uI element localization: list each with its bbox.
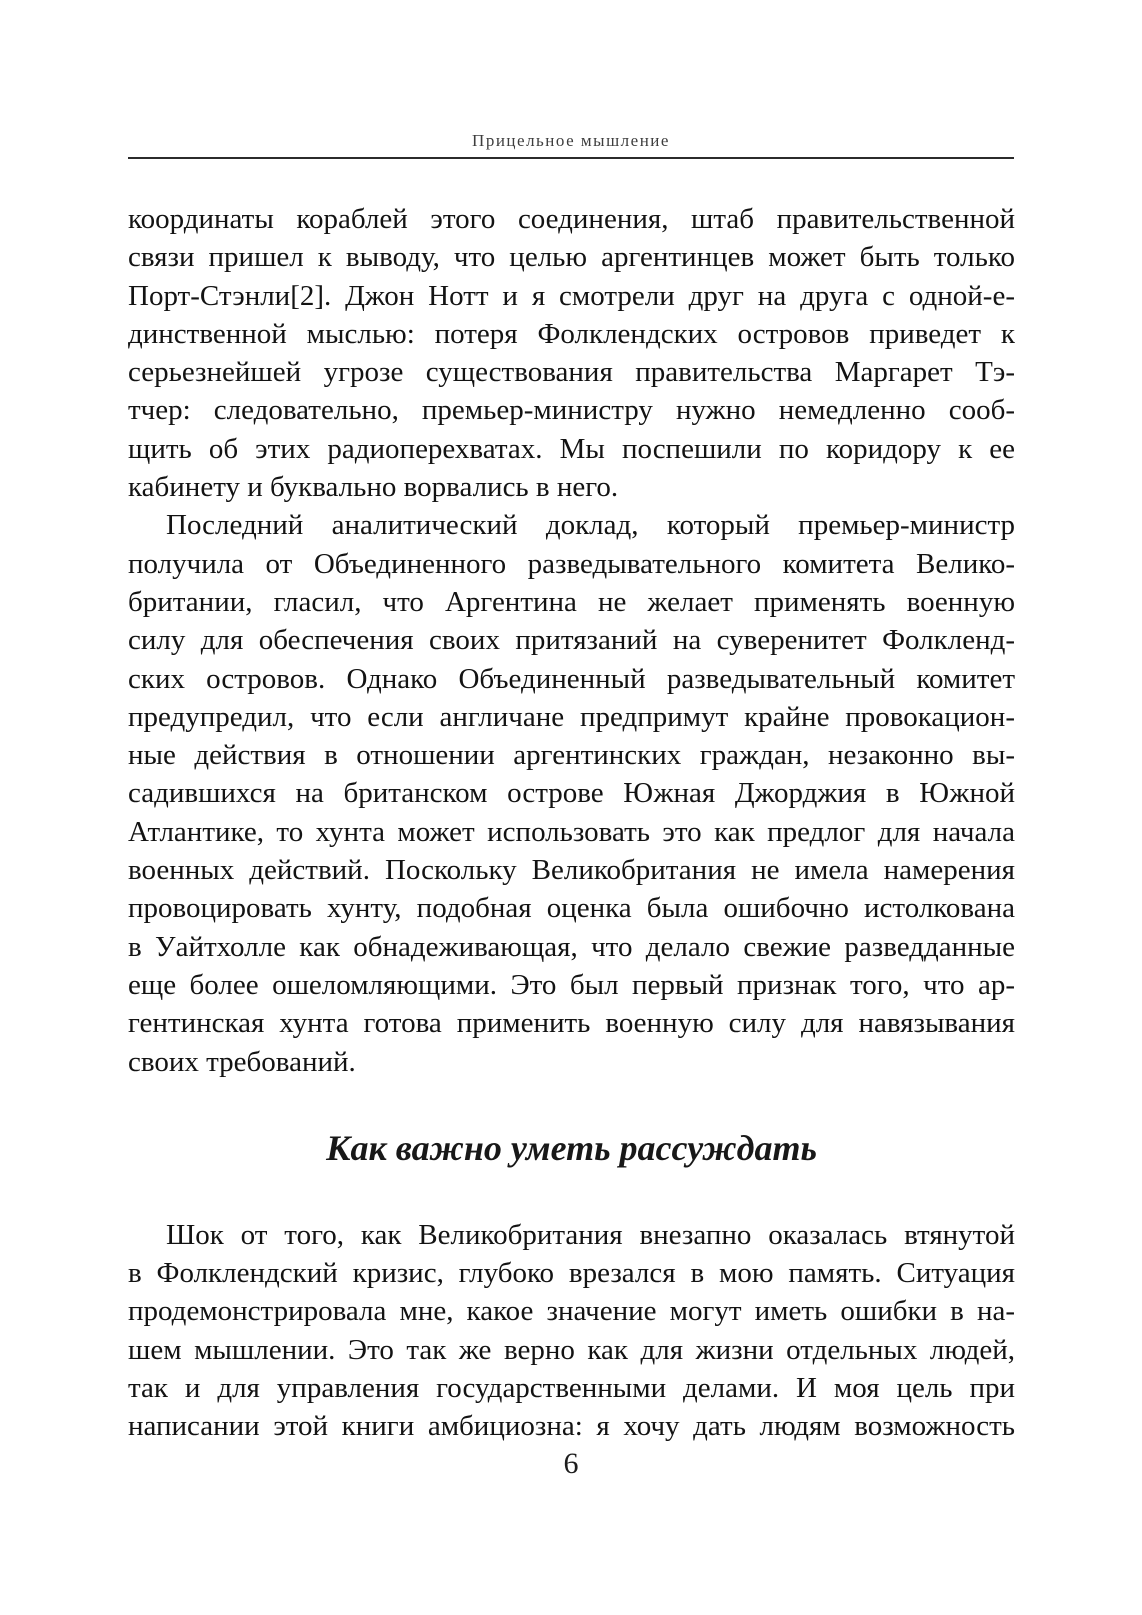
text-line: британии, гласил, что Аргентина не желает применять военную xyxy=(128,585,1015,618)
text-line: серьезнейшей угрозе существования правительства Маргарет Тэ- xyxy=(128,356,1015,389)
text-line: кабинету и буквально ворвались в него. xyxy=(128,471,619,504)
text-line: Атлантике, то хунта может использовать это как предлог для начала xyxy=(128,815,1015,848)
text-line: связи пришел к выводу, что целью аргентинцев может быть только xyxy=(128,241,1015,274)
text-line: Порт-Стэнли[2]. Джон Нотт и я смотрели друг на друга с одной-е- xyxy=(128,279,1015,312)
text-line: тчер: следовательно, премьер-министру нужно немедленно сооб- xyxy=(128,394,1015,427)
text-line: получила от Объединенного разведывательного комитета Велико- xyxy=(128,547,1015,580)
text-line: провоцировать хунту, подобная оценка была ошибочно истолкована xyxy=(128,892,1015,925)
text-line: силу для обеспечения своих притязаний на суверенитет Фолкленд- xyxy=(128,624,1015,657)
text-line: ные действия в отношении аргентинских граждан, незаконно вы- xyxy=(128,739,1015,772)
paragraph xyxy=(128,200,1015,506)
text-line: координаты кораблей этого соединения, штаб правительственной xyxy=(128,203,1015,235)
text-line: продемонстрировала мне, какое значение могут иметь ошибки в на- xyxy=(128,1295,1015,1328)
text-line: Последний аналитический доклад, который премьер-министр xyxy=(166,509,1015,542)
text-line: садившихся на британском острове Южная Джорджия в Южной xyxy=(128,777,1015,810)
page-number: 6 xyxy=(563,1447,579,1480)
paragraph xyxy=(128,1216,1015,1446)
text-line: динственной мыслью: потеря Фолклендских островов приведет к xyxy=(128,317,1015,350)
text-line: гентинская хунта готова применить военную силу для навязывания xyxy=(128,1007,1015,1040)
text-line: в Фолклендский кризис, глубоко врезался в мою память. Ситуация xyxy=(128,1257,1015,1290)
text-line: написании этой книги амбициозна: я хочу дать людям возможность xyxy=(128,1410,1015,1443)
text-line: Шок от того, как Великобритания внезапно оказалась втянутой xyxy=(166,1218,1015,1251)
section-heading: Как важно уметь рассуждать xyxy=(326,1127,817,1168)
text-line: своих требований. xyxy=(128,1045,356,1078)
text-line: еще более ошеломляющими. Это был первый признак того, что ар- xyxy=(128,968,1015,1001)
text-line: военных действий. Поскольку Великобритания не имела намерения xyxy=(128,854,1015,887)
page-body xyxy=(128,200,1015,1446)
text-line: предупредил, что если англичане предпримут крайне провокацион- xyxy=(128,700,1015,733)
text-line: щить об этих радиоперехватах. Мы поспешили по коридору к ее xyxy=(128,432,1015,465)
text-line: в Уайтхолле как обнадеживающая, что делало свежие разведданные xyxy=(128,930,1015,963)
text-line: так и для управления государственными делами. И моя цель при xyxy=(128,1372,1015,1405)
running-header: Прицельное мышление xyxy=(472,131,670,150)
text-line: шем мышлении. Это так же верно как для жизни отдельных людей, xyxy=(128,1333,1015,1366)
text-line: ских островов. Однако Объединенный разведывательный комитет xyxy=(128,662,1015,695)
header-rule xyxy=(128,157,1014,159)
paragraph xyxy=(128,506,1015,1080)
